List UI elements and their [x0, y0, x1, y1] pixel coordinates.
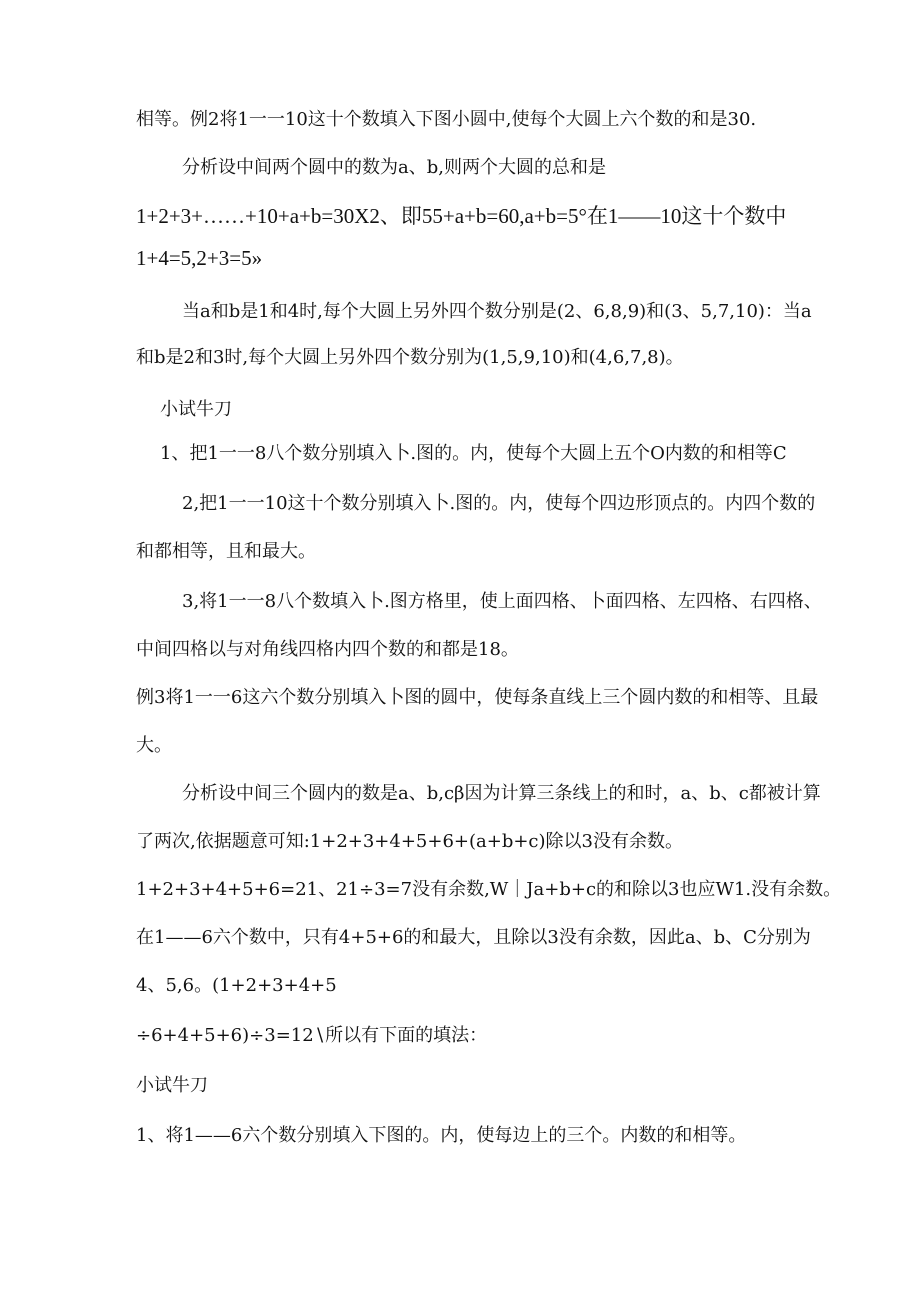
section-heading-practice-1: 小试牛刀	[160, 399, 232, 420]
text-line-13: 例3将1一一6这六个数分别填入卜图的圆中，使每条直线上三个圆内数的和相等、且最	[136, 687, 819, 708]
text-line-22: 1、将1——6六个数分别填入下图的。内，使每边上的三个。内数的和相等。	[136, 1125, 747, 1146]
text-line-16: 了两次,依据题意可知:1+2+3+4+5+6+(a+b+c)除以3没有余数。	[136, 831, 683, 852]
text-line-4: 1+4=5,2+3=5»	[136, 246, 263, 270]
text-line-15: 分析设中间三个圆内的数是a、b,cβ因为计算三条线上的和时，a、b、c都被计算	[182, 783, 821, 804]
text-line-11: 3,将1一一8八个数填入卜.图方格里，使上面四格、卜面四格、左四格、右四格、	[182, 591, 822, 612]
text-line-12: 中间四格以与对角线四格内四个数的和都是18。	[136, 639, 519, 660]
text-line-18: 在1——6六个数中，只有4+5+6的和最大，且除以3没有余数，因此a、b、C分别为	[136, 927, 811, 948]
section-heading-practice-2: 小试牛刀	[136, 1075, 208, 1096]
text-line-8: 1、把1一一8八个数分别填入卜.图的。内，使每个大圆上五个O内数的和相等C	[160, 443, 787, 464]
text-line-17: 1+2+3+4+5+6=21、21÷3=7没有余数,W｜Ja+b+c的和除以3也应W1.没有余数。	[136, 879, 842, 900]
text-line-14: 大。	[136, 735, 172, 756]
text-line-19: 4、5,6。(1+2+3+4+5	[136, 975, 337, 996]
text-line-6: 和b是2和3时,每个大圆上另外四个数分别为(1,5,9,10)和(4,6,7,8)。	[136, 347, 684, 368]
text-line-20: ÷6+4+5+6)÷3=12∖所以有下面的填法：	[136, 1025, 488, 1046]
text-line-10: 和都相等，且和最大。	[136, 541, 316, 562]
text-line-3: 1+2+3+……+10+a+b=30X2、即55+a+b=60,a+b=5°在1——10这十个数中	[136, 204, 787, 228]
text-line-9: 2,把1一一10这十个数分别填入卜.图的。内，使每个四边形顶点的。内四个数的	[182, 493, 816, 514]
text-line-1: 相等。例2将1一一10这十个数填入下图小圆中,使每个大圆上六个数的和是30.	[136, 109, 757, 130]
text-line-2: 分析设中间两个圆中的数为a、b,则两个大圆的总和是	[182, 157, 606, 178]
text-line-5: 当a和b是1和4时,每个大圆上另外四个数分别是(2、6,8,9)和(3、5,7,10)：当a	[182, 301, 812, 322]
